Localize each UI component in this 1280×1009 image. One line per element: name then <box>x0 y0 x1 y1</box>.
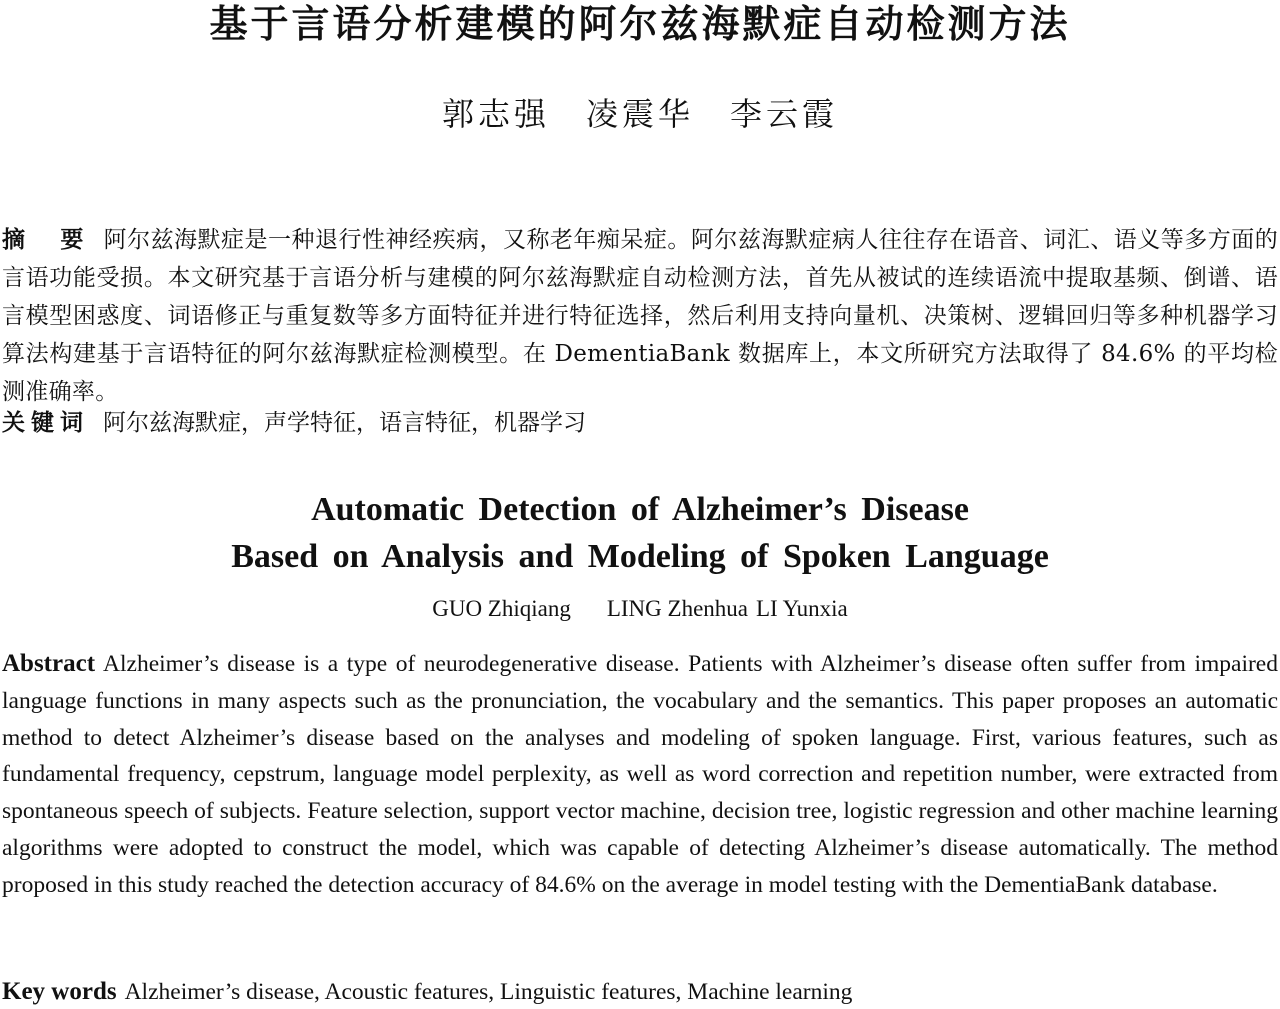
chinese-keywords-label: 关键词 <box>2 410 89 436</box>
english-title-line-2: Based on Analysis and Modeling of Spoken Language <box>231 538 1049 575</box>
chinese-authors <box>0 94 1280 134</box>
english-author-1: GUO Zhiqiang <box>432 596 571 621</box>
author-3: 李云霞 <box>730 95 839 133</box>
english-title <box>0 486 1280 580</box>
english-author-3: LI Yunxia <box>756 596 848 621</box>
english-keywords <box>2 977 1278 1007</box>
chinese-abstract <box>2 221 1278 411</box>
english-keywords-text: Alzheimer’s disease, Acoustic features, Linguistic features, Machine learning <box>124 979 853 1005</box>
english-authors <box>0 594 1280 624</box>
chinese-abstract-text: 阿尔兹海默症是一种退行性神经疾病，又称老年痴呆症。阿尔兹海默症病人往往存在语音、词汇、语义等多方面的言语功能受损。本文研究基于言语分析与建模的阿尔兹海默症自动检测方法，首先从被试的连续语流中提取基频、倒谱、语言模型困惑度、词语修正与重复数等多方面特征并进行特征选择，然后利用支持向量机、决策树、逻辑回归等多种机器学习算法构建基于言语特征的阿尔兹海默症检测模型。在 DementiaBank 数据库上，本文所研究方法取得了 84.6% 的平均检测准确率。 <box>2 227 1279 405</box>
english-keywords-label: Key words <box>2 978 117 1005</box>
chinese-abstract-label: 摘 要 <box>2 227 90 253</box>
english-title-line-1: Automatic Detection of Alzheimer’s Disease <box>311 491 969 528</box>
author-2: 凌震华 <box>585 95 694 133</box>
chinese-keywords-text: 阿尔兹海默症，声学特征，语言特征，机器学习 <box>103 410 586 436</box>
english-abstract-text: Alzheimer’s disease is a type of neurodegenerative disease. Patients with Alzheimer’s disease often suffer from impaired language functions in many aspects such as the pronunciation, the vocabulary and the semantics. This paper proposes an automatic method to detect Alzheimer’s disease based on the analyses and modeling of spoken language. First, various features, such as fundamental frequency, cepstrum, language model perplexity, as well as word correction and repetition number, were extracted from spontaneous speech of subjects. Feature selection, support vector machine, decision tree, logistic regression and other machine learning algorithms were adopted to construct the model, which was capable of detecting Alzheimer’s disease automatically. The method proposed in this study reached the detection accuracy of 84.6% on the average in model testing with the DementiaBank database. <box>2 651 1278 898</box>
english-author-2: LING Zhenhua <box>606 596 748 621</box>
english-abstract <box>2 646 1278 904</box>
chinese-keywords <box>2 405 1278 441</box>
english-abstract-label: Abstract <box>2 650 96 677</box>
author-1: 郭志强 <box>441 95 550 133</box>
chinese-title: 基于言语分析建模的阿尔兹海默症自动检测方法 <box>209 2 1071 46</box>
